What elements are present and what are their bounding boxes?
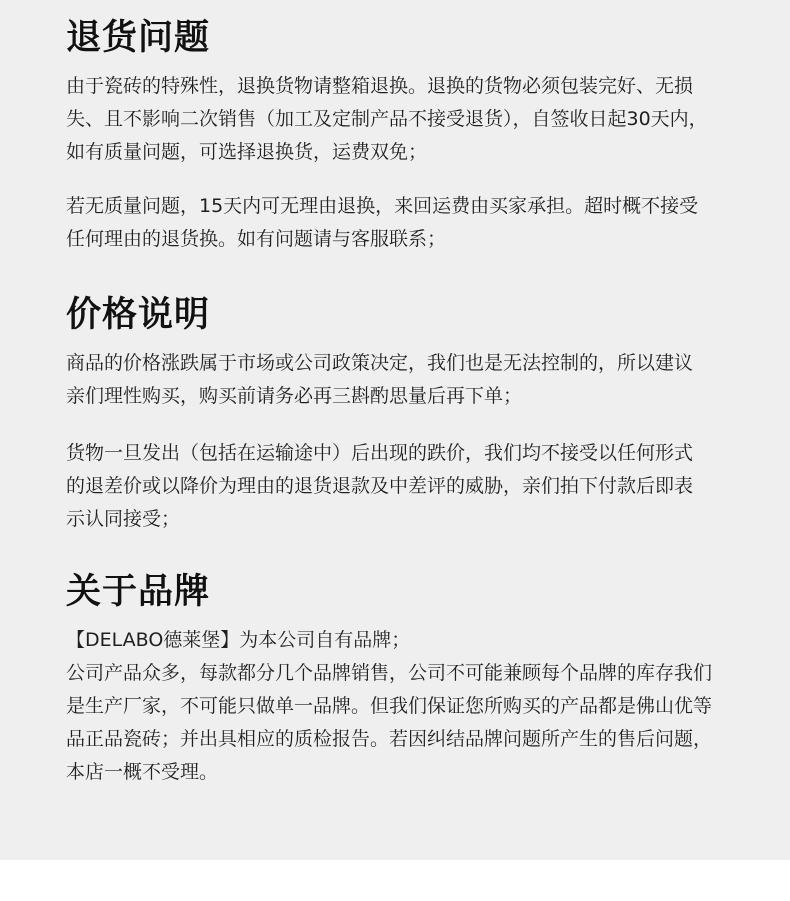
brand-line: 品正品瓷砖；并出具相应的质检报告。若因纠结品牌问题所产生的售后问题， xyxy=(66,728,713,750)
brand-heading: 关于品牌 xyxy=(66,572,211,612)
returns-policy-line: 由于瓷砖的特殊性，退换货物请整箱退换。退换的货物必须包装完好、无损 xyxy=(66,75,694,97)
price-drop-line: 的退差价或以降价为理由的退货退款及中差评的威胁，亲们拍下付款后即表 xyxy=(66,475,694,497)
returns-policy-paragraph xyxy=(66,70,756,169)
returns-policy-line: 如有质量问题，可选择退换货，运费双免； xyxy=(66,141,428,163)
pricing-policy-line: 商品的价格涨跌属于市场或公司政策决定，我们也是无法控制的，所以建议 xyxy=(66,352,694,374)
brand-line: 是生产厂家，不可能只做单一品牌。但我们保证您所购买的产品都是佛山优等 xyxy=(66,695,713,717)
no-quality-issue-line: 任何理由的退货换。如有问题请与客服联系； xyxy=(66,228,447,250)
no-quality-issue-paragraph xyxy=(66,190,756,256)
pricing-policy-line: 亲们理性购买，购买前请务必再三斟酌思量后再下单； xyxy=(66,385,523,407)
pricing-heading: 价格说明 xyxy=(66,295,211,335)
returns-policy-line: 失、且不影响二次销售（加工及定制产品不接受退货），自签收日起30天内， xyxy=(66,108,708,130)
returns-heading: 退货问题 xyxy=(66,18,211,58)
pricing-policy-paragraph xyxy=(66,347,756,413)
brand-line: 本店一概不受理。 xyxy=(66,761,219,783)
price-drop-line: 货物一旦发出（包括在运输途中）后出现的跌价，我们均不接受以任何形式 xyxy=(66,442,694,464)
brand-paragraph xyxy=(66,624,756,789)
price-drop-paragraph xyxy=(66,437,756,536)
no-quality-issue-line: 若无质量问题，15天内可无理由退换，来回运费由买家承担。超时概不接受 xyxy=(66,195,699,217)
brand-line: 公司产品众多，每款都分几个品牌销售，公司不可能兼顾每个品牌的库存我们 xyxy=(66,662,713,684)
brand-line: 【DELABO德莱堡】为本公司自有品牌； xyxy=(66,629,411,651)
price-drop-line: 示认同接受； xyxy=(66,508,181,530)
